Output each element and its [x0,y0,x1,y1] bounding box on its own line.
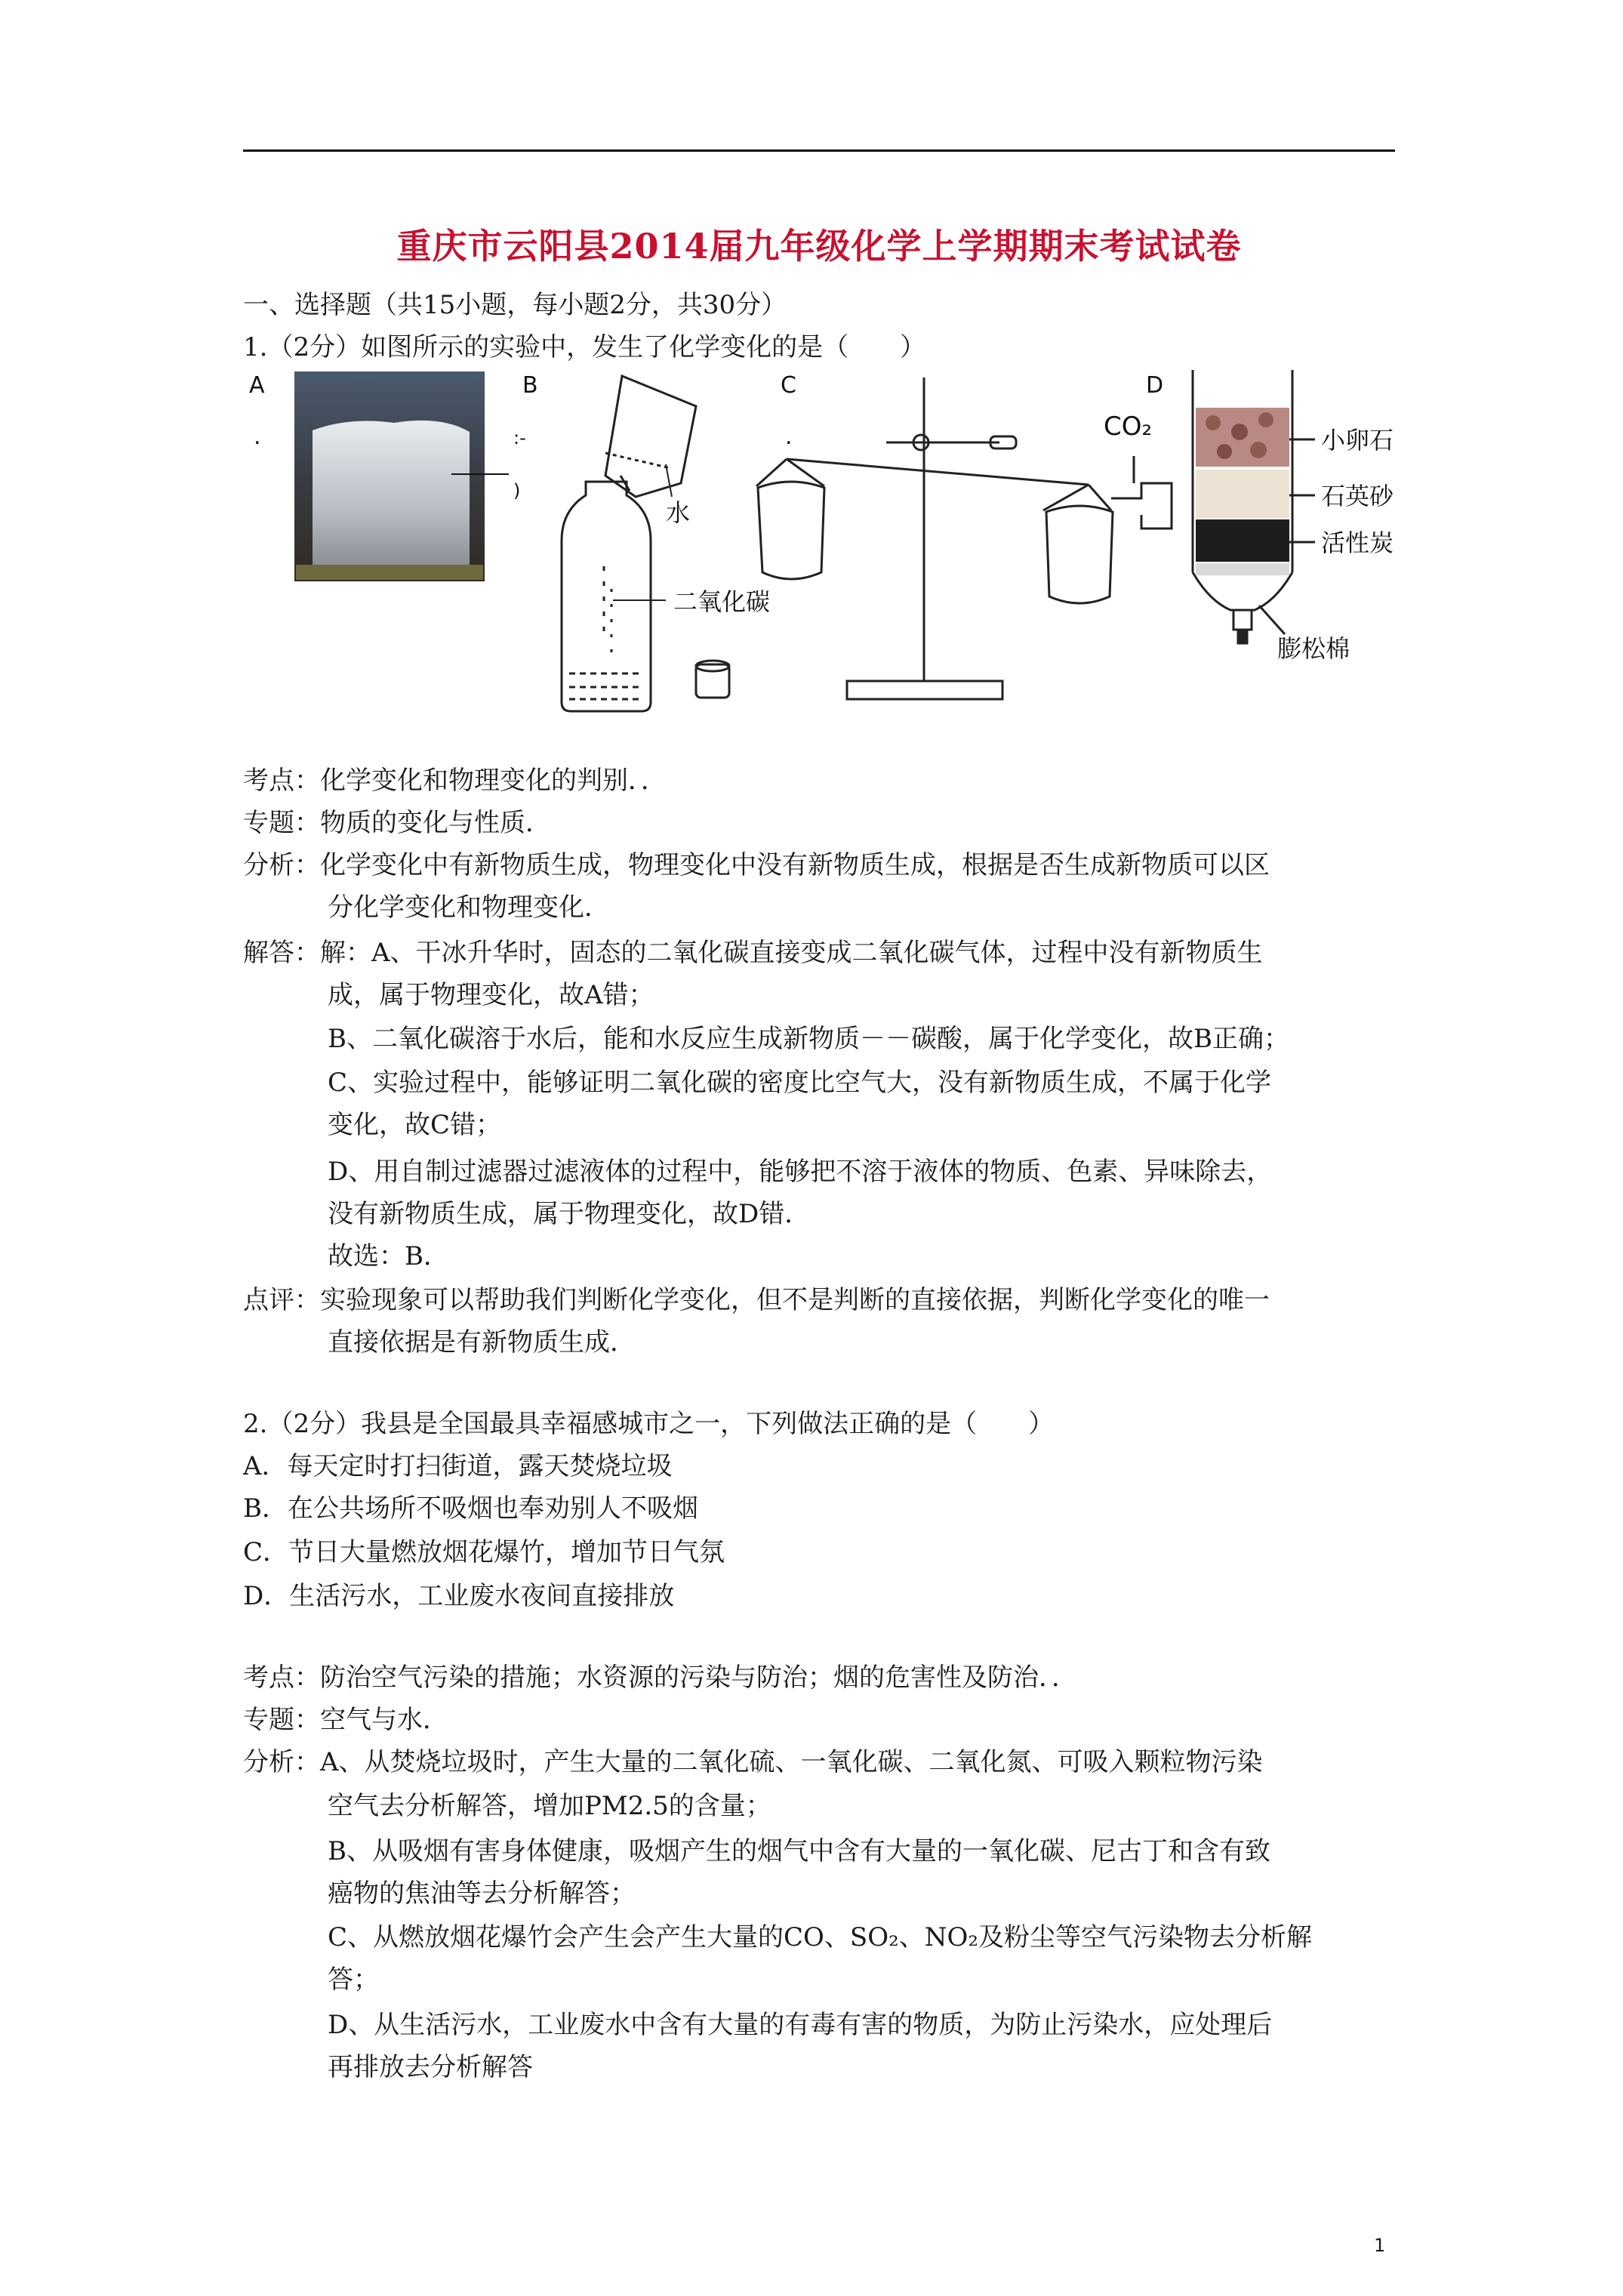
q2-option-a: A．每天定时打扫街道，露天焚烧垃圾 [243,1451,673,1481]
q2-fenxi-5: C、从燃放烟花爆竹会产生会产生大量的CO、SO₂、NO₂及粉尘等空气污染物去分析解 [328,1922,1312,1952]
water-filter-apparatus [1193,370,1315,643]
q1-experiment-figure [243,370,1395,717]
fig-label-a-dot: . [254,424,261,450]
question-1-stem: 1.（2分）如图所示的实验中，发生了化学变化的是（ ） [243,332,926,362]
q1-jieda-5: 变化，故C错； [328,1110,502,1140]
fig-label-b: B [522,372,538,399]
header-rule [243,149,1395,152]
q1-zhuanti: 专题：物质的变化与性质． [243,808,551,838]
fig-label-c-dot: . [785,424,793,450]
q1-dianping-1: 点评：实验现象可以帮助我们判断化学变化，但不是判断的直接依据，判断化学变化的唯一 [243,1285,1270,1315]
svg-text:): ) [513,480,521,501]
q2-fenxi-6: 答； [328,1965,379,1995]
fig-label-a: A [249,372,265,399]
q2-fenxi-2: 空气去分析解答，增加PM2.5的含量； [328,1791,771,1821]
q2-option-d: D．生活污水，工业废水夜间直接排放 [243,1581,675,1611]
q1-kaodian: 考点：化学变化和物理变化的判别．． [243,766,667,796]
label-cotton: 膨松棉 [1277,634,1350,663]
q1-jieda-3: B、二氧化碳溶于水后，能和水反应生成新物质－－碳酸，属于化学变化，故B正确； [328,1024,1289,1054]
q1-fenxi-1: 分析：化学变化中有新物质生成，物理变化中没有新物质生成，根据是否生成新物质可以区 [243,850,1270,880]
fig-label-d: D [1146,372,1164,399]
label-pebble: 小卵石 [1321,426,1394,455]
label-carbon: 活性炭 [1321,529,1394,557]
q1-jieda-7: 没有新物质生成，属于物理变化，故D错． [328,1199,811,1229]
dry-ice-photo [294,371,509,581]
label-quartz: 石英砂 [1321,482,1394,510]
q2-fenxi-8: 再排放去分析解答 [328,2052,533,2082]
q1-jieda-6: D、用自制过滤器过滤液体的过程中，能够把不溶于液体的物质、色素、异味除去， [328,1157,1273,1187]
q1-jieda-1: 解答：解：A、干冰升华时，固态的二氧化碳直接变成二氧化碳气体，过程中没有新物质生 [243,938,1263,968]
page-title: 重庆市云阳县2014届九年级化学上学期期末考试试卷 [396,226,1242,267]
page-number: 1 [1374,2235,1386,2256]
q2-option-c: C．节日大量燃放烟花爆竹，增加节日气氛 [243,1537,725,1567]
q2-zhuanti: 专题：空气与水． [243,1705,448,1735]
q2-kaodian: 考点：防治空气污染的措施；水资源的污染与防治；烟的危害性及防治．． [243,1663,1077,1693]
q1-jieda-8: 故选：B． [328,1241,449,1271]
q1-dianping-2: 直接依据是有新物质生成． [328,1327,636,1358]
section-heading: 一、选择题（共15小题，每小题2分，共30分） [243,290,787,320]
q2-fenxi-4: 癌物的焦油等去分析解答； [328,1878,636,1909]
label-co2-top: CO₂ [1104,411,1153,442]
q2-fenxi-7: D、从生活污水，工业废水中含有大量的有毒有害的物质，为防止污染水，应处理后 [328,2010,1273,2040]
q2-fenxi-1: 分析：A、从焚烧垃圾时，产生大量的二氧化硫、一氧化碳、二氧化氮、可吸入颗粒物污染 [243,1747,1263,1777]
q2-fenxi-3: B、从吸烟有害身体健康，吸烟产生的烟气中含有大量的一氧化碳、尼古丁和含有致 [328,1836,1270,1866]
q1-jieda-4: C、实验过程中，能够证明二氧化碳的密度比空气大，没有新物质生成，不属于化学 [328,1068,1272,1098]
q1-fenxi-2: 分化学变化和物理变化． [328,892,610,923]
question-2-stem: 2.（2分）我县是全国最具幸福感城市之一，下列做法正确的是（ ） [243,1409,1055,1439]
svg-text::-: :- [513,427,526,448]
q2-option-b: B．在公共场所不吸烟也奉劝别人不吸烟 [243,1493,698,1524]
label-co2-bottle: 二氧化碳 [673,587,771,616]
q1-jieda-2: 成，属于物理变化，故A错； [328,980,654,1010]
label-water: 水 [666,498,691,527]
fig-label-c: C [781,372,796,399]
co2-bottle-apparatus [513,376,729,711]
